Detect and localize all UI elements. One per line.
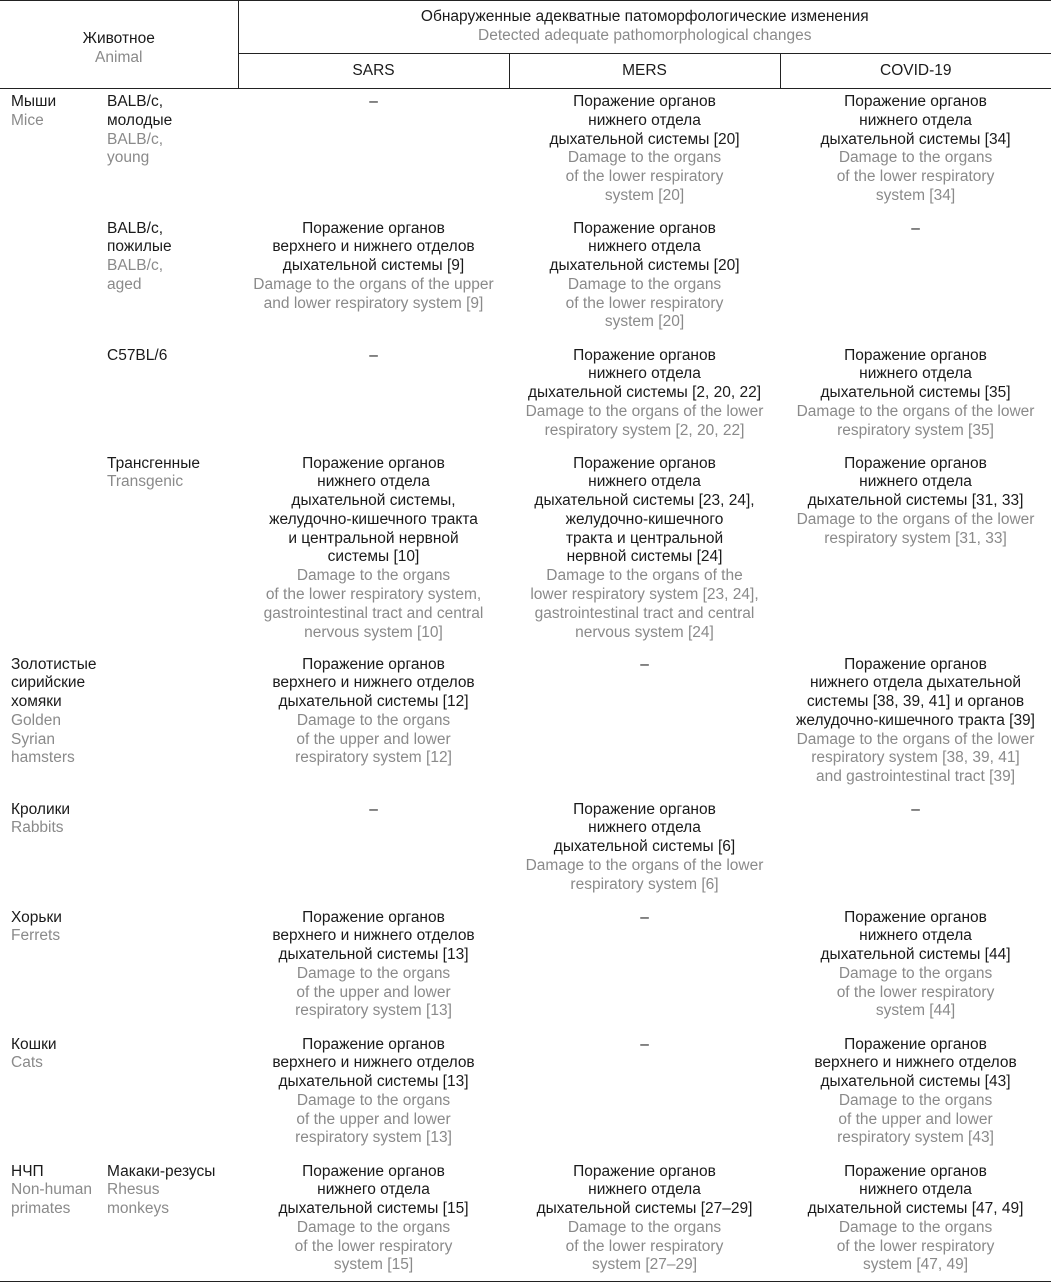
animal-group-cell-ru: Золотистые сирийские хомяки <box>11 655 97 711</box>
mers-cell <box>509 905 780 1032</box>
covid-cell-ru: Поражение органов нижнего отдела дыхательной системы [38, 39, 41] и органов желудочно-кишечного тракта [39] <box>796 655 1035 729</box>
sars-cell-en: Damage to the organs of the upper and lower respiratory system [12] <box>295 711 452 767</box>
animal-subgroup-cell <box>101 343 238 451</box>
animal-subgroup-cell <box>101 451 238 652</box>
covid-cell-en: Damage to the organs of the upper and lower respiratory system [43] <box>837 1091 994 1147</box>
changes-header-ru: Обнаруженные адекватные патоморфологические изменения <box>420 8 869 26</box>
mers-cell <box>509 343 780 451</box>
animal-header-en: Animal <box>95 48 143 66</box>
animal-group-cell-en: Ferrets <box>11 927 61 945</box>
animal-group-cell-ru: Мыши <box>11 93 57 110</box>
table-row <box>0 905 1051 1032</box>
animal-group-cell-ru: Кролики <box>11 800 71 818</box>
table-row <box>0 1032 1051 1159</box>
sars-cell <box>238 89 509 216</box>
mers-cell-en: Damage to the organs of the lower respiratory system [23, 24], gastrointestinal tract and central nervous system [24] <box>530 567 759 641</box>
mers-cell-ru: Поражение органов нижнего отдела дыхательной системы [23, 24], желудочно-кишечного тракта и центральной нервной системы [24] <box>534 454 755 566</box>
covid-cell-ru: Поражение органов нижнего отдела дыхательной системы [44] <box>820 908 1011 964</box>
sars-cell-en: Damage to the organs of the lower respiratory system, gastrointestinal tract and central nervous system [10] <box>263 567 484 641</box>
animal-group-cell-ru: Хорьки <box>11 908 62 926</box>
animal-subgroup-cell-en: Transgenic <box>107 473 184 491</box>
covid-cell-ru: – <box>911 219 920 237</box>
sars-cell <box>238 905 509 1032</box>
covid-cell <box>780 216 1051 343</box>
animal-group-cell <box>0 216 101 343</box>
covid-cell-ru: Поражение органов верхнего и нижнего отделов дыхательной системы [43] <box>814 1035 1017 1091</box>
sars-cell-en: Damage to the organs of the lower respiratory system [15] <box>294 1218 453 1274</box>
animal-group-cell <box>0 89 101 216</box>
table-row <box>0 343 1051 451</box>
mers-cell <box>509 797 780 905</box>
covid-cell-en: Damage to the organs of the lower respiratory system [47, 49] <box>836 1218 995 1274</box>
animal-group-cell <box>0 905 101 1032</box>
animal-header-ru: Животное <box>82 29 155 47</box>
animal-subgroup-cell-en: BALB/c, aged <box>107 257 163 293</box>
mers-cell-ru: Поражение органов нижнего отдела дыхательной системы [6] <box>553 800 736 856</box>
animal-subgroup-cell <box>101 797 238 905</box>
mers-cell-en: Damage to the organs of the lower respiratory system [20] <box>565 275 724 331</box>
animal-subgroup-cell-ru: BALB/c, молодые <box>107 93 173 129</box>
sars-cell-en: Damage to the organs of the upper and lower respiratory system [13] <box>295 1091 452 1147</box>
animal-group-cell-en: Non-human primates <box>11 1181 92 1218</box>
covid-cell-en: Damage to the organs of the lower respiratory system [44] <box>836 964 995 1020</box>
covid-cell-en: Damage to the organs of the lower respiratory system [38, 39, 41] and gastrointestinal tract [39] <box>796 730 1035 786</box>
animal-subgroup-cell-ru: BALB/c, пожилые <box>107 219 172 256</box>
mers-cell-ru: Поражение органов нижнего отдела дыхательной системы [27–29] <box>536 1162 753 1218</box>
mers-cell-en: Damage to the organs of the lower respiratory system [27–29] <box>565 1218 724 1274</box>
sars-cell-ru: Поражение органов нижнего отдела дыхательной системы, желудочно-кишечного тракта и центральной нервной системы [10] <box>269 454 478 566</box>
mers-cell <box>509 89 780 216</box>
animal-group-cell-en: Rabbits <box>11 819 64 837</box>
animal-group-cell <box>0 343 101 451</box>
covid-cell <box>780 797 1051 905</box>
covid-cell-ru: Поражение органов нижнего отдела дыхательной системы [34] <box>820 93 1011 148</box>
animal-group-cell <box>0 1159 101 1282</box>
animal-subgroup-cell <box>101 216 238 343</box>
sars-cell <box>238 451 509 652</box>
covid-cell-en: Damage to the organs of the lower respiratory system [35] <box>796 402 1035 439</box>
sars-cell <box>238 1032 509 1159</box>
covid-cell-ru: Поражение органов нижнего отдела дыхательной системы [35] <box>820 346 1011 402</box>
col-header-covid: COVID-19 <box>780 54 1051 89</box>
sars-cell-ru: Поражение органов нижнего отдела дыхательной системы [15] <box>278 1162 469 1218</box>
mers-cell <box>509 652 780 797</box>
animal-subgroup-cell <box>101 89 238 216</box>
sars-cell <box>238 1159 509 1282</box>
mers-cell-en: Damage to the organs of the lower respiratory system [6] <box>525 856 764 893</box>
table-row <box>0 797 1051 905</box>
covid-cell <box>780 1159 1051 1282</box>
table-row <box>0 451 1051 652</box>
mers-cell-en: Damage to the organs of the lower respiratory system [2, 20, 22] <box>525 402 764 439</box>
mers-cell <box>509 1032 780 1159</box>
sars-cell-ru: – <box>369 346 378 364</box>
sars-cell-ru: Поражение органов верхнего и нижнего отделов дыхательной системы [13] <box>272 908 475 964</box>
animal-group-cell <box>0 1032 101 1159</box>
covid-cell-ru: – <box>911 800 920 818</box>
mers-cell-ru: – <box>640 655 649 673</box>
mers-cell-ru: Поражение органов нижнего отдела дыхательной системы [2, 20, 22] <box>527 346 762 402</box>
covid-cell <box>780 905 1051 1032</box>
animal-subgroup-cell <box>101 1032 238 1159</box>
sars-cell-ru: Поражение органов верхнего и нижнего отделов дыхательной системы [13] <box>272 1035 475 1091</box>
covid-cell <box>780 451 1051 652</box>
sars-cell-en: Damage to the organs of the upper and lower respiratory system [13] <box>295 964 452 1020</box>
animal-group-cell-en: Cats <box>11 1054 43 1072</box>
covid-cell-en: Damage to the organs of the lower respiratory system [31, 33] <box>796 510 1035 547</box>
mers-cell-ru: – <box>640 908 649 926</box>
covid-cell <box>780 89 1051 216</box>
mers-cell-ru: Поражение органов нижнего отдела дыхательной системы [20] <box>549 93 740 148</box>
animal-subgroup-cell-ru: Макаки-резусы <box>107 1162 216 1180</box>
animal-subgroup-cell <box>101 905 238 1032</box>
animal-group-cell <box>0 451 101 652</box>
sars-cell <box>238 797 509 905</box>
animal-group-cell <box>0 652 101 797</box>
mers-cell-ru: Поражение органов нижнего отдела дыхательной системы [20] <box>549 219 740 275</box>
mers-cell <box>509 451 780 652</box>
sars-cell <box>238 652 509 797</box>
covid-cell-ru: Поражение органов нижнего отдела дыхательной системы [31, 33] <box>807 454 1024 510</box>
sars-cell-ru: – <box>369 800 378 818</box>
table-body <box>0 89 1051 1282</box>
animal-group-cell <box>0 797 101 905</box>
sars-cell-en: Damage to the organs of the upper and lower respiratory system [9] <box>253 275 494 312</box>
animal-subgroup-cell-ru: C57BL/6 <box>107 346 168 364</box>
covid-cell <box>780 1032 1051 1159</box>
animal-header <box>0 1 238 89</box>
animal-group-cell-ru: НЧП <box>11 1162 44 1180</box>
col-header-sars: SARS <box>238 54 509 89</box>
mers-cell-en: Damage to the organs of the lower respiratory system [20] <box>565 149 724 204</box>
table-row <box>0 1159 1051 1282</box>
table-row <box>0 89 1051 216</box>
covid-cell-ru: Поражение органов нижнего отдела дыхательной системы [47, 49] <box>807 1162 1024 1218</box>
animal-subgroup-cell <box>101 652 238 797</box>
animal-subgroup-cell <box>101 1159 238 1282</box>
covid-cell <box>780 652 1051 797</box>
sars-cell <box>238 216 509 343</box>
col-header-mers: MERS <box>509 54 780 89</box>
table-row <box>0 652 1051 797</box>
animal-subgroup-cell-ru: Трансгенные <box>107 454 200 472</box>
sars-cell <box>238 343 509 451</box>
sars-cell-ru: Поражение органов верхнего и нижнего отделов дыхательной системы [12] <box>272 655 475 711</box>
mers-cell <box>509 216 780 343</box>
animal-group-cell-en: Golden Syrian hamsters <box>11 711 75 767</box>
animal-group-cell-en: Mice <box>11 111 44 129</box>
animal-subgroup-cell-en: BALB/c, young <box>107 130 163 167</box>
table-row <box>0 216 1051 343</box>
mers-cell <box>509 1159 780 1282</box>
changes-header-en: Detected adequate pathomorphological changes <box>478 27 812 44</box>
mers-cell-ru: – <box>640 1035 649 1053</box>
covid-cell-en: Damage to the organs of the lower respiratory system [34] <box>836 149 995 204</box>
covid-cell <box>780 343 1051 451</box>
sars-cell-ru: – <box>369 93 378 110</box>
animal-subgroup-cell-en: Rhesus monkeys <box>107 1181 170 1218</box>
animal-group-cell-ru: Кошки <box>11 1035 57 1053</box>
sars-cell-ru: Поражение органов верхнего и нижнего отделов дыхательной системы [9] <box>272 219 475 275</box>
header-row-1 <box>0 1 1051 54</box>
changes-header <box>238 1 1051 54</box>
